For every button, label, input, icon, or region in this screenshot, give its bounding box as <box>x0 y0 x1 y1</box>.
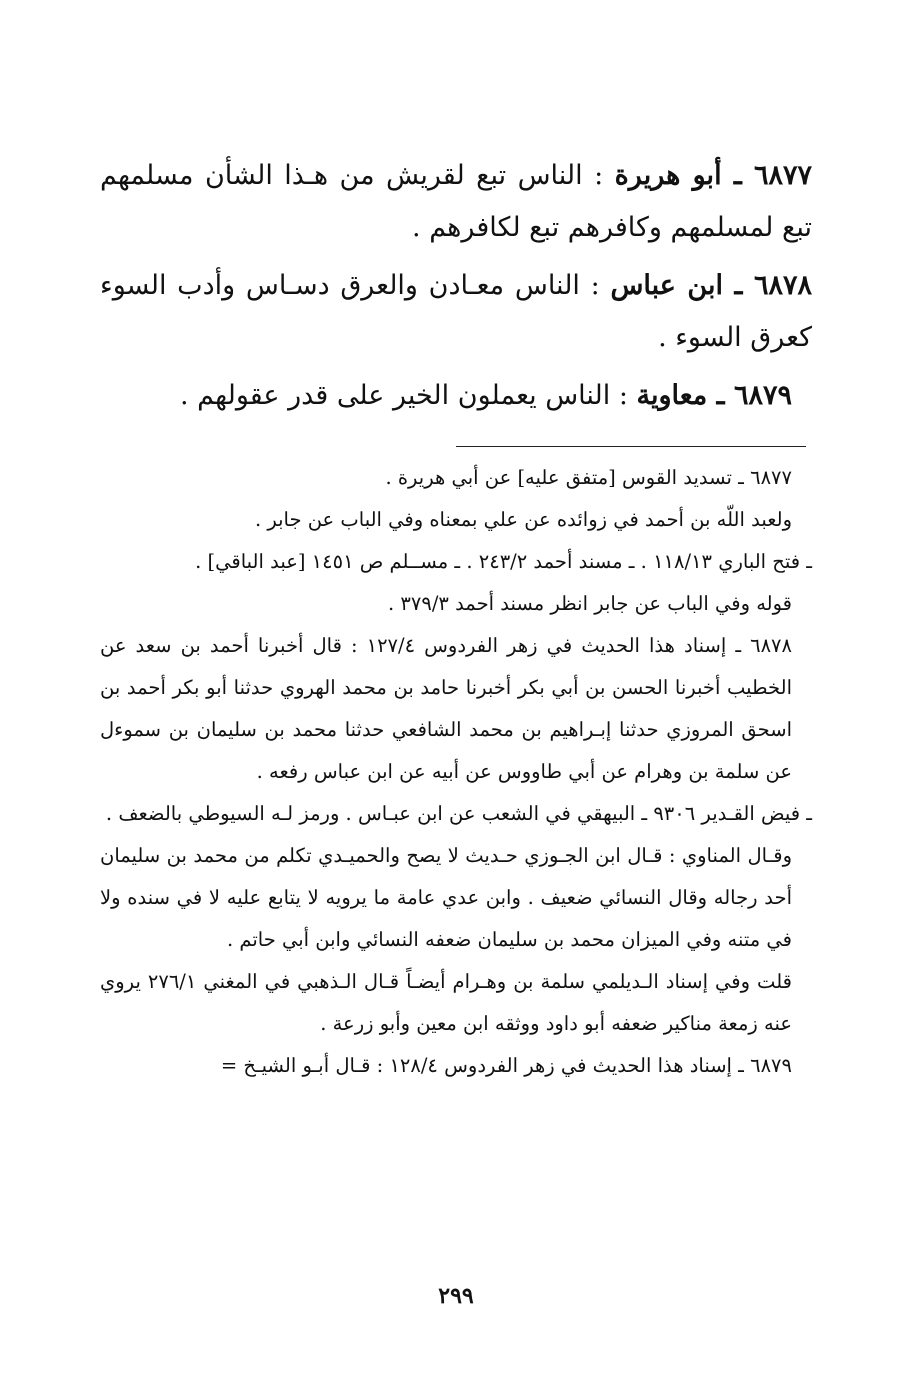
main-text <box>100 150 812 422</box>
page-number: ٢٩٩ <box>438 1283 474 1309</box>
entry-6878: ٦٨٧٨ ـ ابن عباس : الناس معـادن والعرق دسـاس وأدب السوء كعرق السوء . <box>100 270 812 353</box>
entry-text: الناس تبع لقريش من هـذا الشأن مسلمهم تبع لمسلمهم وكافرهم تبع لكافرهم . <box>100 160 812 243</box>
footnote: ٦٨٧٧ ـ تسديد القوس [متفق عليه] عن أبي هريرة . <box>385 466 792 489</box>
footnote: ـ فتح الباري ١١٨/١٣ . ـ مسند أحمد ٢٤٣/٢ . ـ مســلم ص ١٤٥١ [عبد الباقي] . <box>195 550 812 573</box>
entry-number: ٦٨٧٩ <box>733 380 792 411</box>
footnote: قلت وفي إسناد الـديلمي سلمة بن وهـرام أيضـاً قـال الـذهبي في المغني ٢٧٦/١ يروي عنه زمعة مناكير ضعفه أبو داود ووثقه ابن معين وأبو زرعة . <box>100 970 792 1035</box>
entry-number: ٦٨٧٨ <box>753 270 812 301</box>
footnote: ولعبد اللّه بن أحمد في زوائده عن علي بمعناه وفي الباب عن جابر . <box>254 508 792 531</box>
entry-6879: ٦٨٧٩ ـ معاوية : الناس يعملون الخير على قدر عقولهم . <box>180 380 792 411</box>
entry-text: الناس معـادن والعرق دسـاس وأدب السوء كعرق السوء . <box>100 270 812 353</box>
footnote: ـ فيض القـدير ٩٣٠٦ ـ البيهقي في الشعب عن ابن عبـاس . ورمز لـه السيوطي بالضعف . <box>105 802 812 825</box>
entry-narrator: معاوية <box>636 380 708 411</box>
footnote: ٦٨٧٩ ـ إسناد هذا الحديث في زهر الفردوس ١٢٨/٤ : قـال أبـو الشيـخ = <box>220 1054 792 1077</box>
footnote-separator <box>456 446 806 447</box>
footnote: وقـال المناوي : قـال ابن الجـوزي حـديث لا يصح والحميـدي تكلم من محمد بن سليمان أحد رجاله وقال النسائي ضعيف . وابن عدي عامة ما يرويه لا يتابع عليه لا في سنده ولا في متنه وفي الميزان محمد بن سليمان ضعفه النسائي وابن أبي حاتم . <box>100 844 792 951</box>
entry-text: الناس يعملون الخير على قدر عقولهم . <box>180 380 611 411</box>
entry-narrator: ابن عباس <box>610 270 723 301</box>
entry-number: ٦٨٧٧ <box>754 160 813 191</box>
footnote: ٦٨٧٨ ـ إسناد هذا الحديث في زهر الفردوس ١٢٧/٤ : قال أخبرنا أحمد بن سعد عن الخطيب أخبرنا الحسن بن أبي بكر أخبرنا حامد بن محمد الهروي حدثنا أبو بكر أحمد بن اسحق المروزي حدثنا إبـراهيم بن محمد الشافعي حدثنا محمد بن سليمان بن سموءل عن سلمة بن وهرام عن أبي طاووس عن أبيه عن ابن عباس رفعه . <box>100 634 792 783</box>
footnotes <box>100 457 812 1087</box>
entry-narrator: أبو هريرة <box>614 160 722 191</box>
entry-6877: ٦٨٧٧ ـ أبو هريرة : الناس تبع لقريش من هـذا الشأن مسلمهم تبع لمسلمهم وكافرهم تبع لكافرهم . <box>100 160 813 243</box>
footnote: قوله وفي الباب عن جابر انظر مسند أحمد ٣٧٩/٣ . <box>388 592 792 615</box>
